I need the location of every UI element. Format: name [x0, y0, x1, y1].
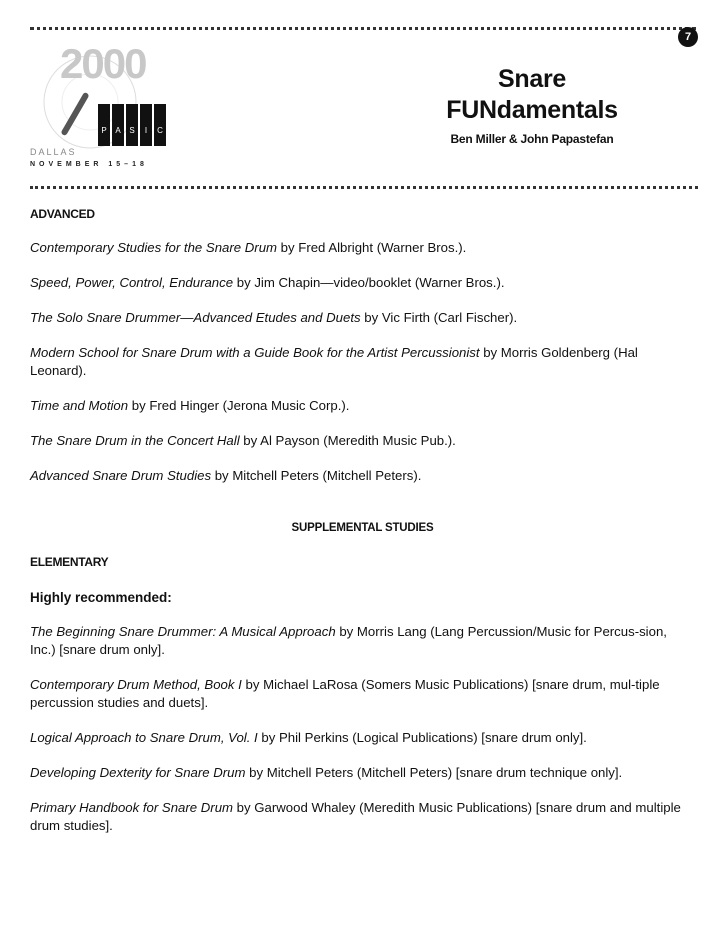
book-title: Primary Handbook for Snare Drum [30, 800, 234, 815]
book-details: by Michael LaRosa (Somers Music Publications) [snare drum, mul-tiple percussion studies and duets]. [30, 677, 660, 710]
logo-dates: NOVEMBER 15–18 [30, 161, 148, 168]
book-details: by Mitchell Peters (Mitchell Peters) [snare drum technique only]. [245, 765, 623, 780]
list-item [30, 729, 695, 747]
book-details: by Jim Chapin—video/booklet (Warner Bros.). [233, 275, 505, 290]
logo-letter: C [154, 104, 166, 146]
list-item [30, 799, 695, 835]
logo-letter: A [112, 104, 124, 146]
book-details: by Garwood Whaley (Meredith Music Publications) [snare drum and multiple drum studies]. [30, 800, 681, 833]
book-title: Logical Approach to Snare Drum, Vol. I [30, 730, 258, 745]
book-title: Speed, Power, Control, Endurance [30, 275, 234, 290]
header-bottom-dotted-rule [30, 186, 698, 189]
book-title: Contemporary Studies for the Snare Drum [30, 240, 278, 255]
book-details: by Phil Perkins (Logical Publications) [snare drum only]. [257, 730, 587, 745]
book-details: by Morris Lang (Lang Percussion/Music for Percus-sion, Inc.) [snare drum only]. [30, 624, 667, 657]
top-dotted-rule [30, 27, 696, 30]
article-title-block [432, 64, 632, 146]
book-title: Contemporary Drum Method, Book I [30, 677, 242, 692]
page-number: 7 [678, 27, 698, 47]
article-authors: Ben Miller & John Papastefan [450, 132, 614, 146]
highly-recommended-label: Highly recommended: [30, 590, 172, 605]
list-item [30, 432, 695, 450]
article-body [30, 205, 695, 835]
book-details: by Mitchell Peters (Mitchell Peters). [211, 468, 422, 483]
book-details: by Morris Goldenberg (Hal Leonard). [30, 345, 638, 378]
book-title: Modern School for Snare Drum with a Guide Book for the Artist Percussionist [30, 345, 480, 360]
list-item [30, 397, 695, 415]
list-item [30, 623, 695, 659]
book-title: The Beginning Snare Drummer: A Musical Approach [30, 624, 336, 639]
list-item [30, 676, 695, 712]
book-title: The Snare Drum in the Concert Hall [30, 433, 240, 448]
book-title: Developing Dexterity for Snare Drum [30, 765, 246, 780]
logo-pasic-bars [98, 104, 166, 146]
section-heading-advanced: ADVANCED [30, 207, 95, 221]
list-item [30, 344, 695, 380]
book-details: by Al Payson (Meredith Music Pub.). [239, 433, 456, 448]
logo-letter: I [140, 104, 152, 146]
logo-city: DALLAS [30, 147, 77, 157]
book-title: Advanced Snare Drum Studies [30, 468, 212, 483]
book-details: by Fred Hinger (Jerona Music Corp.). [128, 398, 350, 413]
book-details: by Fred Albright (Warner Bros.). [277, 240, 467, 255]
book-title: The Solo Snare Drummer—Advanced Etudes and Duets [30, 310, 361, 325]
list-item [30, 239, 695, 257]
list-item [30, 467, 695, 485]
logo-letter: S [126, 104, 138, 146]
list-item [30, 274, 695, 292]
logo-letter: P [98, 104, 110, 146]
section-heading-supplemental: SUPPLEMENTAL STUDIES [291, 522, 434, 534]
pasic-2000-logo [28, 40, 168, 180]
book-title: Time and Motion [30, 398, 129, 413]
article-title-line2: FUNdamentals [446, 96, 618, 124]
list-item [30, 309, 695, 327]
list-item [30, 764, 695, 782]
article-title-line1: Snare [498, 65, 566, 93]
logo-year: 2000 [60, 40, 146, 87]
book-details: by Vic Firth (Carl Fischer). [360, 310, 518, 325]
section-heading-elementary: ELEMENTARY [30, 555, 109, 569]
